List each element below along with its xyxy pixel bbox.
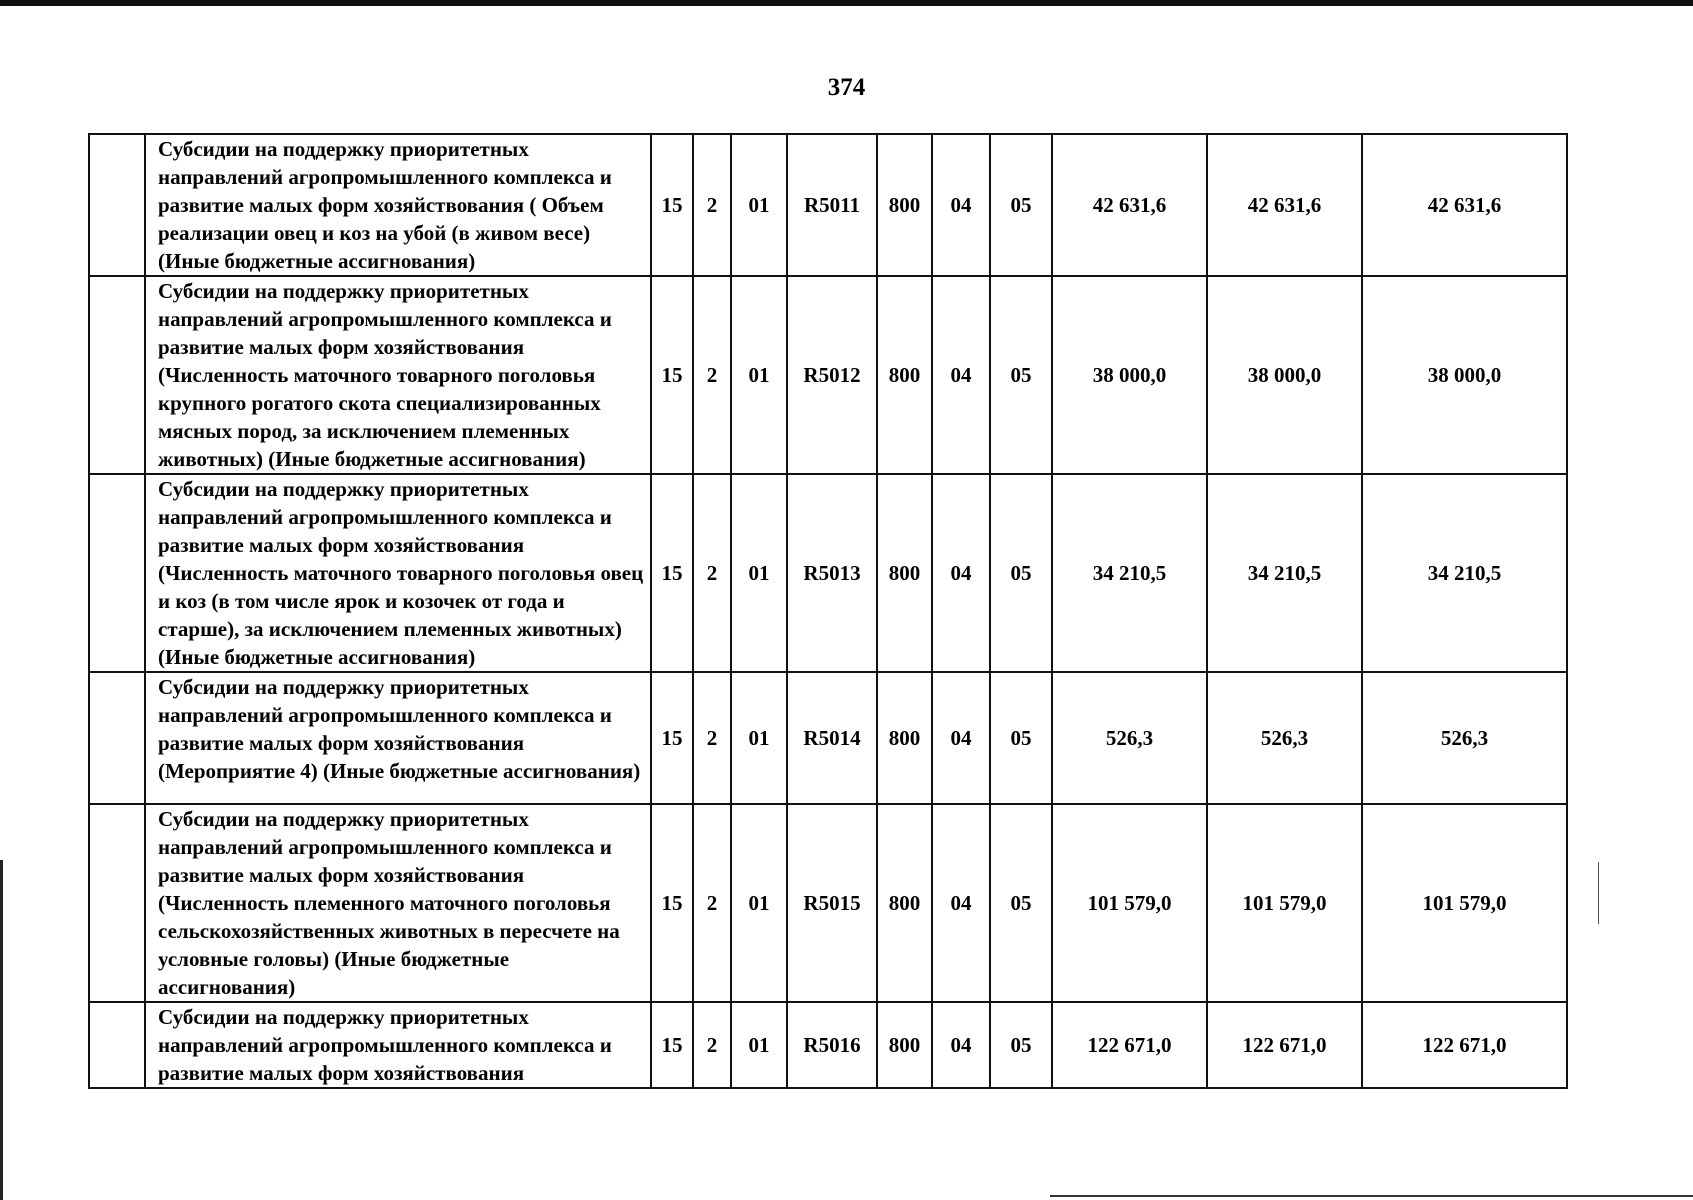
- amount-cell: 122 671,0: [1362, 1002, 1567, 1088]
- code-cell: 15: [651, 672, 693, 804]
- amount-cell: 122 671,0: [1052, 1002, 1207, 1088]
- code-cell: 05: [990, 276, 1052, 474]
- code-cell: R5012: [787, 276, 877, 474]
- code-cell: 01: [731, 672, 787, 804]
- code-cell: R5016: [787, 1002, 877, 1088]
- code-cell: 2: [693, 1002, 731, 1088]
- amount-cell: 34 210,5: [1362, 474, 1567, 672]
- code-cell: R5014: [787, 672, 877, 804]
- row-number-cell: [89, 134, 145, 276]
- code-cell: 04: [932, 672, 990, 804]
- code-cell: 800: [877, 1002, 932, 1088]
- code-cell: 15: [651, 804, 693, 1002]
- code-cell: 800: [877, 276, 932, 474]
- code-cell: 05: [990, 474, 1052, 672]
- amount-cell: 101 579,0: [1362, 804, 1567, 1002]
- code-cell: R5015: [787, 804, 877, 1002]
- amount-cell: 38 000,0: [1207, 276, 1362, 474]
- code-cell: 04: [932, 276, 990, 474]
- description-cell: Субсидии на поддержку приоритетных направлений агропромышленного комплекса и развитие малых форм хозяйствования ( Объем реализации овец и коз на убой (в живом весе) (Иные бюджетные ассигнования): [145, 134, 651, 276]
- code-cell: 01: [731, 276, 787, 474]
- table-row: [89, 474, 1567, 672]
- amount-cell: 38 000,0: [1052, 276, 1207, 474]
- budget-table: [88, 133, 1568, 1089]
- code-cell: 04: [932, 474, 990, 672]
- code-cell: R5013: [787, 474, 877, 672]
- amount-cell: 122 671,0: [1207, 1002, 1362, 1088]
- description-cell: Субсидии на поддержку приоритетных направлений агропромышленного комплекса и развитие малых форм хозяйствования: [145, 1002, 651, 1088]
- table-row: [89, 1002, 1567, 1088]
- row-number-cell: [89, 804, 145, 1002]
- code-cell: 15: [651, 134, 693, 276]
- code-cell: 2: [693, 474, 731, 672]
- code-cell: R5011: [787, 134, 877, 276]
- code-cell: 05: [990, 804, 1052, 1002]
- left-scan-border: [0, 860, 3, 1200]
- code-cell: 15: [651, 1002, 693, 1088]
- description-cell: Субсидии на поддержку приоритетных направлений агропромышленного комплекса и развитие малых форм хозяйствования (Мероприятие 4) (Иные бюджетные ассигнования): [145, 672, 651, 804]
- amount-cell: 42 631,6: [1207, 134, 1362, 276]
- code-cell: 04: [932, 134, 990, 276]
- code-cell: 01: [731, 804, 787, 1002]
- amount-cell: 42 631,6: [1362, 134, 1567, 276]
- code-cell: 05: [990, 672, 1052, 804]
- description-cell: Субсидии на поддержку приоритетных направлений агропромышленного комплекса и развитие малых форм хозяйствования (Численность маточного товарного поголовья крупного рогатого скота специализированных мясных пород, за исключением племенных животных) (Иные бюджетные ассигнования): [145, 276, 651, 474]
- table-row: [89, 134, 1567, 276]
- code-cell: 800: [877, 134, 932, 276]
- amount-cell: 526,3: [1207, 672, 1362, 804]
- amount-cell: 526,3: [1052, 672, 1207, 804]
- amount-cell: 101 579,0: [1207, 804, 1362, 1002]
- table-row: [89, 804, 1567, 1002]
- code-cell: 2: [693, 672, 731, 804]
- right-scan-mark: [1598, 862, 1599, 924]
- code-cell: 05: [990, 134, 1052, 276]
- row-number-cell: [89, 672, 145, 804]
- code-cell: 2: [693, 134, 731, 276]
- code-cell: 15: [651, 474, 693, 672]
- code-cell: 15: [651, 276, 693, 474]
- code-cell: 800: [877, 474, 932, 672]
- code-cell: 01: [731, 1002, 787, 1088]
- page-number: 374: [827, 74, 866, 101]
- amount-cell: 42 631,6: [1052, 134, 1207, 276]
- code-cell: 01: [731, 474, 787, 672]
- top-scan-border: [0, 0, 1693, 6]
- row-number-cell: [89, 276, 145, 474]
- table-row: [89, 672, 1567, 804]
- amount-cell: 101 579,0: [1052, 804, 1207, 1002]
- code-cell: 05: [990, 1002, 1052, 1088]
- amount-cell: 38 000,0: [1362, 276, 1567, 474]
- amount-cell: 34 210,5: [1207, 474, 1362, 672]
- bottom-scan-border: [1050, 1195, 1693, 1197]
- description-cell: Субсидии на поддержку приоритетных направлений агропромышленного комплекса и развитие малых форм хозяйствования (Численность маточного товарного поголовья овец и коз (в том числе ярок и козочек от года и старше), за исключением племенных животных) (Иные бюджетные ассигнования): [145, 474, 651, 672]
- description-cell: Субсидии на поддержку приоритетных направлений агропромышленного комплекса и развитие малых форм хозяйствования (Численность племенного маточного поголовья сельскохозяйственных животных в пересчете на условные головы) (Иные бюджетные ассигнования): [145, 804, 651, 1002]
- row-number-cell: [89, 1002, 145, 1088]
- amount-cell: 34 210,5: [1052, 474, 1207, 672]
- amount-cell: 526,3: [1362, 672, 1567, 804]
- code-cell: 800: [877, 804, 932, 1002]
- code-cell: 800: [877, 672, 932, 804]
- code-cell: 2: [693, 276, 731, 474]
- code-cell: 04: [932, 804, 990, 1002]
- code-cell: 2: [693, 804, 731, 1002]
- table-row: [89, 276, 1567, 474]
- row-number-cell: [89, 474, 145, 672]
- code-cell: 04: [932, 1002, 990, 1088]
- code-cell: 01: [731, 134, 787, 276]
